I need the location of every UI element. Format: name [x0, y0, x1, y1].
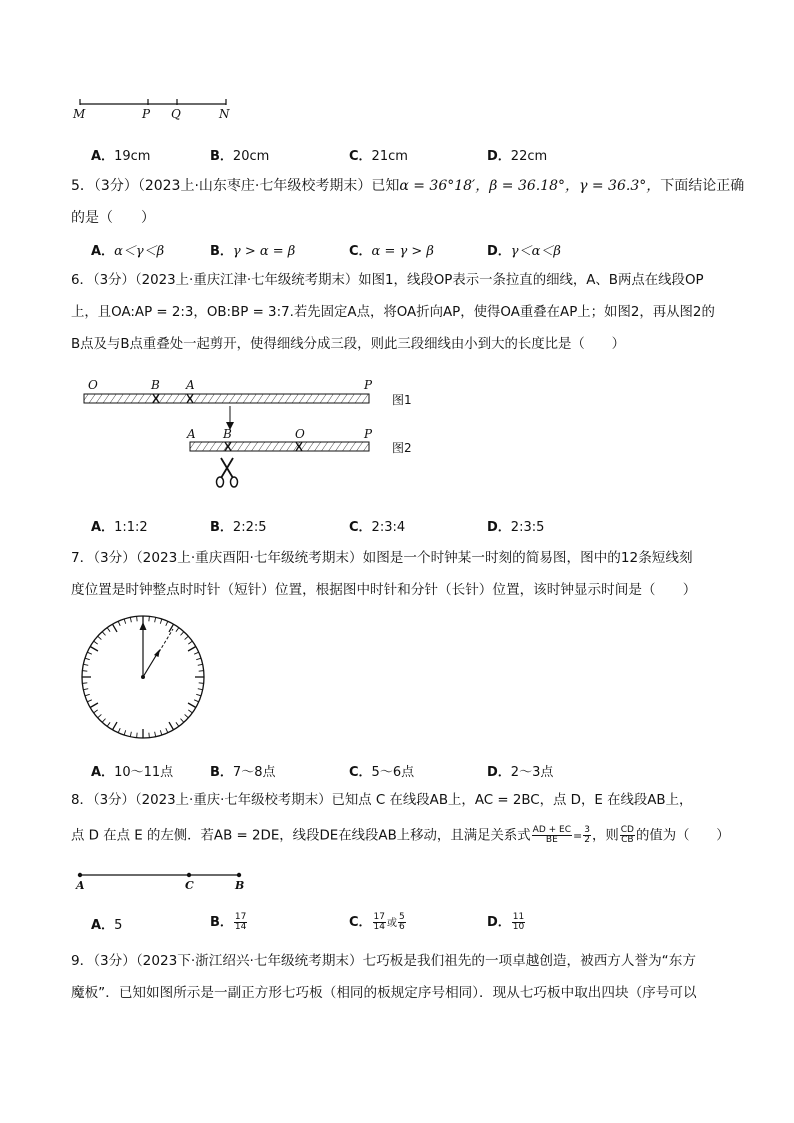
q6-stem-line2: 上，且OA:AP = 2:3，OB:BP = 3:7.若先固定A点，将OA折向AP，使得OA重叠在AP上；如图2，再从图2的	[71, 305, 715, 320]
clock-tick	[85, 658, 90, 660]
clock-tick	[194, 700, 199, 702]
q5-stem-line2: 的是（ ）	[71, 210, 155, 226]
q7-option-d[interactable]: D．2～3点	[487, 765, 554, 780]
q8-stem-line2: 点 D 在点 E 的左侧．若AB = 2DE，线段DE在线段AB上移动，且满足关系式 $\frac{AD + EC}{BE}$ = $\frac{3}{2}$ ，则 $\frac{CD}{CB}$ 的值为（ ）	[71, 825, 730, 845]
label-q: Q	[171, 107, 181, 121]
clock-tick	[94, 710, 98, 713]
clock-tick	[113, 722, 118, 730]
q6-fig2-strip	[190, 442, 369, 451]
q6-option-c[interactable]: C．2:3:4	[349, 520, 406, 535]
cd-cb-fraction: $\frac{CD}{CB}$	[620, 825, 634, 845]
q4-option-b[interactable]: B．20cm	[210, 149, 270, 164]
label-p: P	[142, 107, 151, 121]
q7-option-c[interactable]: C．5～6点	[349, 765, 415, 780]
q4-segment-figure	[80, 99, 226, 105]
clock-center	[141, 675, 145, 679]
q6-fig1-strip	[84, 394, 369, 403]
clock-tick	[102, 632, 105, 636]
clock-tick	[155, 617, 156, 622]
q4-option-a[interactable]: A．19cm	[91, 149, 151, 164]
clock-tick	[90, 703, 98, 708]
clock-tick	[188, 703, 196, 708]
clock-tick	[155, 732, 156, 737]
q6-stem-line3: B点及与B点重叠处一起剪开，使得细线分成三段，则此三段细线由小到大的长度比是（ ）	[71, 337, 625, 352]
q7-option-a[interactable]: A．10～11点	[91, 765, 174, 780]
fig1-label-b: B	[151, 378, 160, 392]
clock-tick	[199, 683, 204, 684]
clock-tick	[82, 683, 87, 684]
clock-tick	[107, 722, 110, 726]
q8-segment-figure	[78, 873, 241, 877]
fig2-caption: 图2	[392, 441, 412, 455]
hour-hand-tip	[154, 649, 160, 657]
clock-tick	[149, 616, 150, 621]
clock-tick	[198, 664, 203, 665]
clock-tick	[185, 714, 189, 717]
clock-tick	[149, 733, 150, 738]
clock-tick	[196, 658, 201, 660]
label-m: M	[73, 107, 86, 121]
label-n: N	[219, 107, 230, 121]
clock-tick	[169, 624, 174, 632]
q4-option-c[interactable]: C．21cm	[349, 149, 408, 164]
clock-tick	[188, 710, 192, 713]
clock-tick	[130, 732, 131, 737]
clock-tick	[137, 733, 138, 738]
clock-tick	[82, 671, 87, 672]
clock-figure	[82, 616, 204, 738]
clock-tick	[90, 647, 98, 652]
q5-option-a[interactable]: A．α＜γ＜β	[91, 244, 165, 259]
clock-tick	[124, 619, 126, 624]
clock-tick	[188, 641, 192, 644]
clock-tick	[85, 694, 90, 696]
q8-option-c[interactable]: C． $\frac{17}{14}$ 或 $\frac{5}{6}$	[349, 912, 405, 932]
q7-stem-line2: 度位置是时钟整点时时针（短针）位置，根据图中时针和分针（长针）位置，该时钟显示时间是（ ）	[71, 582, 697, 598]
clock-tick	[180, 632, 183, 636]
fig2-label-p: P	[364, 427, 373, 441]
q4-option-d[interactable]: D．22cm	[487, 149, 548, 164]
q6-option-b[interactable]: B．2:2:5	[210, 520, 267, 535]
fig2-label-o: O	[295, 427, 305, 441]
q7-stem-line1: 7．（3分）（2023上·重庆酉阳·七年级统考期末）如图是一个时钟某一时刻的简易图，图中的12条短线刻	[71, 550, 693, 566]
clock-tick	[102, 719, 105, 723]
clock-tick	[87, 700, 92, 702]
relation-fraction: $\frac{AD + EC}{BE}$	[532, 825, 571, 845]
fig1-caption: 图1	[392, 393, 412, 407]
clock-tick	[160, 730, 162, 735]
clock-tick	[185, 636, 189, 639]
q5-stem-line1: 5．（3分）（2023上·山东枣庄·七年级校考期末）已知α = 36°18′，β = 36.18°，γ = 36.3°，下面结论正确	[71, 178, 745, 194]
clock-tick	[83, 664, 88, 665]
fig1-label-p: P	[364, 378, 373, 392]
clock-tick	[98, 714, 102, 717]
clock-tick	[98, 636, 102, 639]
q8-label-a: A	[76, 879, 85, 892]
q5-option-c[interactable]: C．α = γ > β	[349, 244, 434, 259]
clock-tick	[107, 628, 110, 632]
scissors-icon	[217, 458, 238, 487]
q8-label-c: C	[185, 879, 194, 892]
clock-tick	[180, 719, 183, 723]
clock-tick	[118, 728, 120, 733]
clock-tick	[194, 652, 199, 654]
clock-tick	[188, 647, 196, 652]
q6-stem-line1: 6．（3分）（2023上·重庆江津·七年级统考期末）如图1，线段OP表示一条拉直的细线，A、B两点在线段OP	[71, 273, 704, 288]
clock-tick	[176, 628, 179, 632]
clock-tick	[94, 641, 98, 644]
clock-tick	[176, 722, 179, 726]
q8-label-b: B	[235, 879, 245, 892]
q9-stem-line2: 魔板”．已知如图所示是一副正方形七巧板（相同的板规定序号相同）．现从七巧板中取出四块（序号可以	[71, 985, 697, 1001]
q5-option-d[interactable]: D．γ＜α＜β	[487, 244, 561, 259]
q8-option-a[interactable]: A．5	[91, 918, 123, 933]
relation-value-fraction: $\frac{3}{2}$	[584, 825, 590, 845]
fig2-label-b: B	[223, 427, 232, 441]
clock-tick	[166, 728, 168, 733]
q8-stem-line1: 8．（3分）（2023上·重庆·七年级校考期末）已知点 C 在线段AB上，AC = 2BC，点 D，E 在线段AB上，	[71, 793, 693, 808]
clock-tick	[137, 616, 138, 621]
clock-tick	[199, 671, 204, 672]
fig1-label-a: A	[186, 378, 195, 392]
q8-option-d[interactable]: D． $\frac{11}{10}$	[487, 912, 525, 932]
clock-tick	[198, 689, 203, 690]
clock-tick	[130, 617, 131, 622]
clock-tick	[118, 621, 120, 626]
fig1-label-o: O	[88, 378, 98, 392]
clock-tick	[196, 694, 201, 696]
clock-tick	[83, 689, 88, 690]
fig2-label-a: A	[187, 427, 196, 441]
minute-hand-tip	[140, 622, 147, 630]
q6-option-a[interactable]: A．1:1:2	[91, 520, 148, 535]
q7-option-b[interactable]: B．7～8点	[210, 765, 276, 780]
dashed-guide-line	[159, 629, 173, 652]
clock-tick	[160, 619, 162, 624]
clock-tick	[166, 621, 168, 626]
clock-tick	[169, 722, 174, 730]
q5-option-b[interactable]: B．γ > α = β	[210, 244, 296, 259]
hour-hand	[143, 654, 157, 677]
clock-tick	[87, 652, 92, 654]
q8-option-b[interactable]: B． $\frac{17}{14}$	[210, 912, 247, 932]
clock-tick	[124, 730, 126, 735]
q6-option-d[interactable]: D．2:3:5	[487, 520, 545, 535]
q9-stem-line1: 9．（3分）（2023下·浙江绍兴·七年级统考期末）七巧板是我们祖先的一项卓越创造，被西方人誉为“东方	[71, 953, 696, 969]
clock-tick	[113, 624, 118, 632]
